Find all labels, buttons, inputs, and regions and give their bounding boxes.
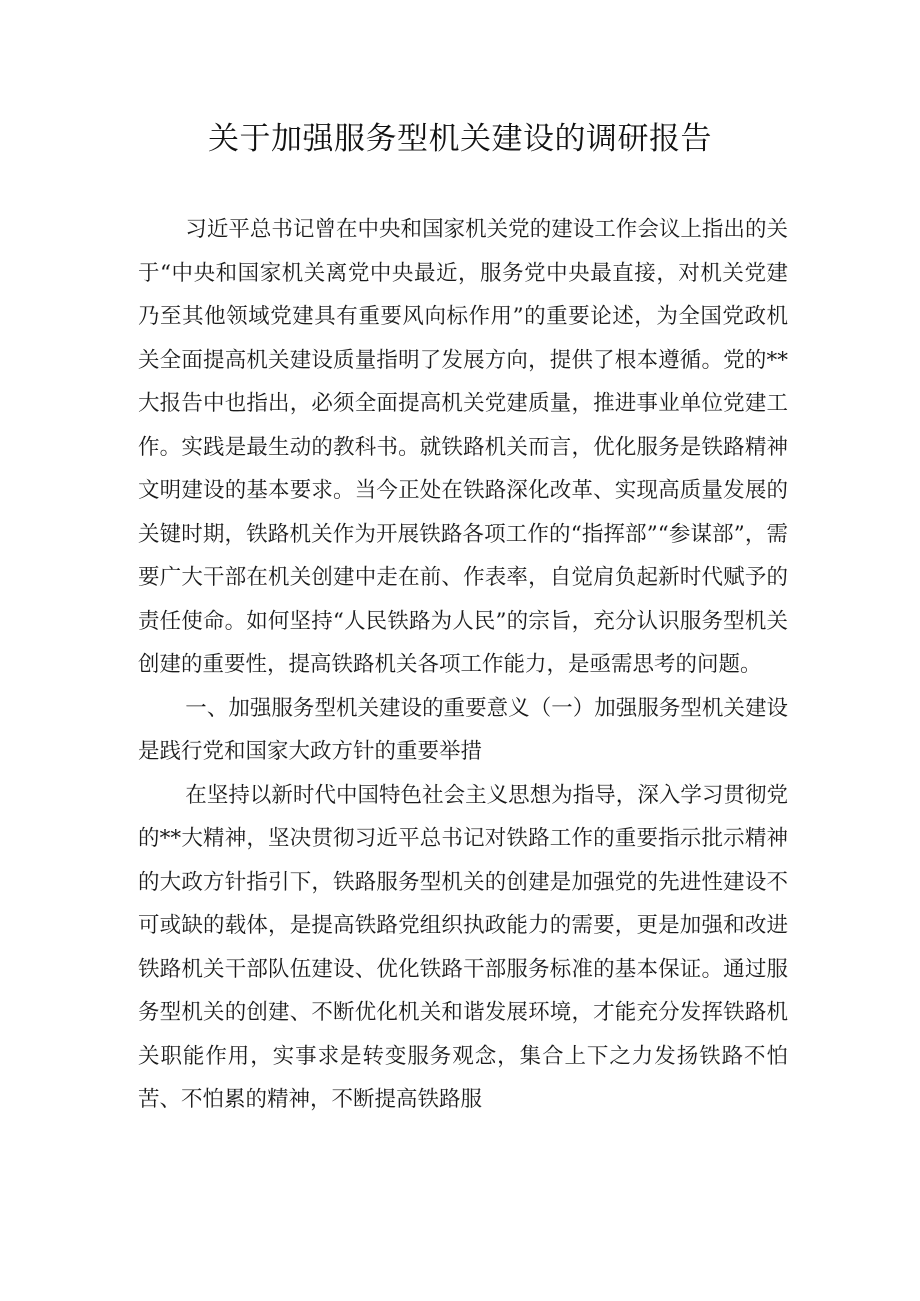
- paragraph-significance: 在坚持以新时代中国特色社会主义思想为指导，深入学习贯彻党的**大精神，坚决贯彻习近平总书记对铁路工作的重要指示批示精神的大政方针指引下，铁路服务型机关的创建是加强党的先进性建设不可或缺的载体，是提高铁路党组织执政能力的需要，更是加强和改进铁路机关干部队伍建设、优化铁路干部服务标准的基本保证。通过服务型机关的创建、不断优化机关和谐发展环境，才能充分发挥铁路机关职能作用，实事求是转变服务观念，集合上下之力发扬铁路不怕苦、不怕累的精神，不断提高铁路服: [138, 782, 788, 1112]
- paragraph-intro: 习近平总书记曾在中央和国家机关党的建设工作会议上指出的关于“中央和国家机关离党中央最近，服务党中央最直接，对机关党建乃至其他领域党建具有重要风向标作用”的重要论述，为全国党政机关全面提高机关建设质量指明了发展方向，提供了根本遵循。党的**大报告中也指出，必须全面提高机关党建质量，推进事业单位党建工作。实践是最生动的教科书。就铁路机关而言，优化服务是铁路精神文明建设的基本要求。当今正处在铁路深化改革、实现高质量发展的关键时期，铁路机关作为开展铁路各项工作的“指挥部”“参谋部”，需要广大干部在机关创建中走在前、作表率，自觉肩负起新时代赋予的责任使命。如何坚持“人民铁路为人民”的宗旨，充分认识服务型机关创建的重要性，提高铁路机关各项工作能力，是亟需思考的问题。: [138, 217, 788, 677]
- document-body: [138, 208, 788, 1122]
- document-title: 关于加强服务型机关建设的调研报告: [208, 121, 712, 157]
- paragraph-section-heading: 一、加强服务型机关建设的重要意义（一）加强服务型机关建设是践行党和国家大政方针的重要举措: [138, 695, 788, 764]
